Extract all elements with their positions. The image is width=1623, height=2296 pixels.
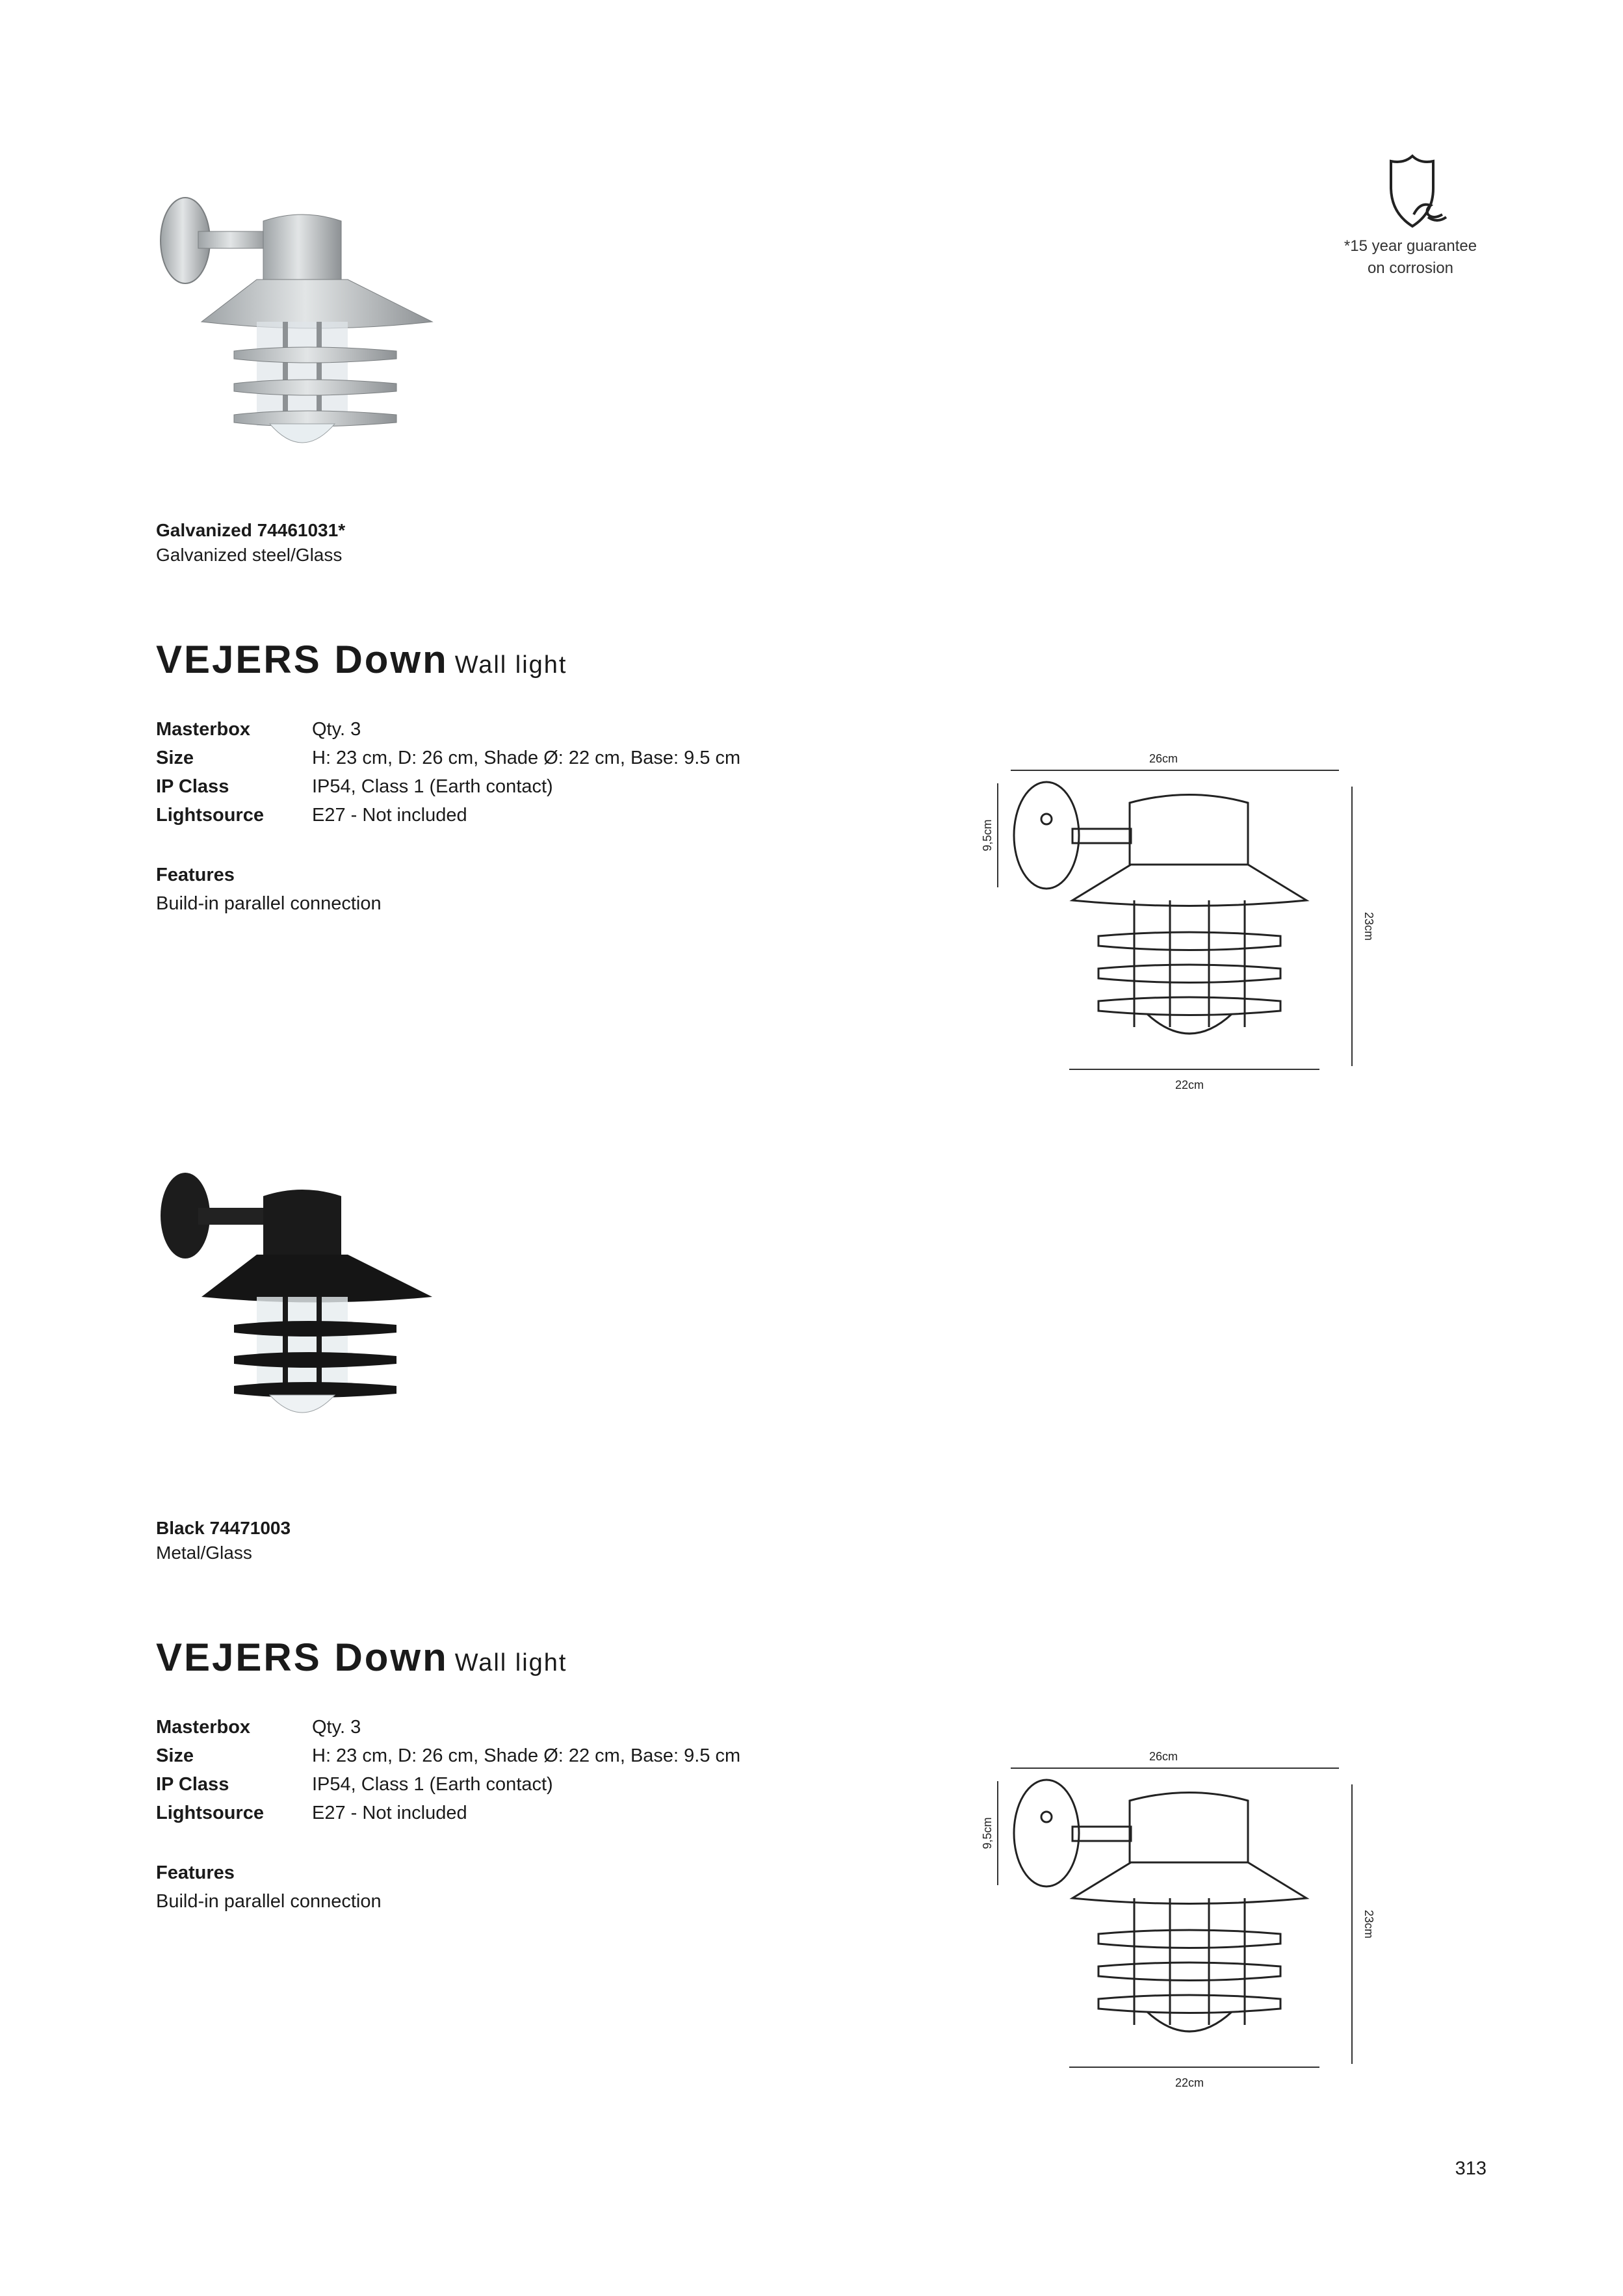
features-text: Build-in parallel connection: [156, 1891, 382, 1912]
spec-value: E27 - Not included: [312, 1802, 467, 1823]
spec-row: [156, 1742, 806, 1770]
features-heading: Features: [156, 1862, 235, 1883]
spec-label: Lightsource: [156, 804, 264, 826]
dim-height-label: 23cm: [1362, 1909, 1375, 1939]
spec-label: Size: [156, 1745, 194, 1766]
product-title-sub: Wall light: [454, 1649, 567, 1676]
variant-material: Galvanized steel/Glass: [156, 545, 343, 565]
variant-name: Galvanized 74461031*: [156, 520, 346, 540]
spec-row: [156, 744, 806, 772]
spec-row: [156, 1770, 806, 1799]
dim-base-label: 9,5cm: [981, 1817, 994, 1849]
shield-wave-icon: [1368, 150, 1453, 234]
spec-value: E27 - Not included: [312, 804, 467, 826]
spec-value: IP54, Class 1 (Earth contact): [312, 776, 553, 797]
product-title-main: VEJERS Down: [156, 1636, 448, 1679]
page-number: 313: [1455, 2158, 1487, 2179]
guarantee-line-2: on corrosion: [1367, 259, 1454, 277]
product-title: [156, 1635, 567, 1680]
dim-shade-label: 22cm: [1175, 1078, 1204, 1091]
product-photo-black: [153, 1157, 439, 1430]
product-title-sub: Wall light: [454, 651, 567, 679]
spec-row: [156, 772, 806, 801]
spec-label: Masterbox: [156, 718, 251, 740]
spec-label: Lightsource: [156, 1802, 264, 1823]
guarantee-badge: [1326, 150, 1495, 278]
variant-material: Metal/Glass: [156, 1543, 252, 1563]
spec-table: [156, 715, 806, 829]
spec-row: [156, 1799, 806, 1827]
product-title-main: VEJERS Down: [156, 638, 448, 681]
spec-value: H: 23 cm, D: 26 cm, Shade Ø: 22 cm, Base: 9.5 cm: [312, 1745, 741, 1766]
product-title: [156, 637, 567, 682]
dim-shade-label: 22cm: [1175, 2076, 1204, 2089]
spec-row: [156, 1713, 806, 1742]
spec-label: Size: [156, 747, 194, 768]
variant-name: Black 74471003: [156, 1518, 291, 1538]
dim-height-label: 23cm: [1362, 911, 1375, 941]
spec-value: Qty. 3: [312, 1716, 361, 1738]
features-text: Build-in parallel connection: [156, 893, 382, 914]
features-heading: Features: [156, 865, 235, 885]
spec-label: Masterbox: [156, 1716, 251, 1738]
guarantee-line-1: *15 year guarantee: [1344, 237, 1477, 255]
spec-row: [156, 801, 806, 829]
spec-value: IP54, Class 1 (Earth contact): [312, 1773, 553, 1795]
spec-value: Qty. 3: [312, 718, 361, 740]
dim-depth-label: 26cm: [1149, 1750, 1178, 1763]
product-photo-galvanized: [153, 189, 439, 462]
spec-row: [156, 715, 806, 744]
spec-label: IP Class: [156, 776, 229, 797]
spec-label: IP Class: [156, 1773, 229, 1795]
spec-table: [156, 1713, 806, 1827]
dim-depth-label: 26cm: [1149, 752, 1178, 765]
dimension-drawing: [975, 1739, 1391, 2103]
spec-value: H: 23 cm, D: 26 cm, Shade Ø: 22 cm, Base: 9.5 cm: [312, 747, 741, 768]
dim-base-label: 9,5cm: [981, 819, 994, 852]
dimension-drawing: [975, 741, 1391, 1105]
